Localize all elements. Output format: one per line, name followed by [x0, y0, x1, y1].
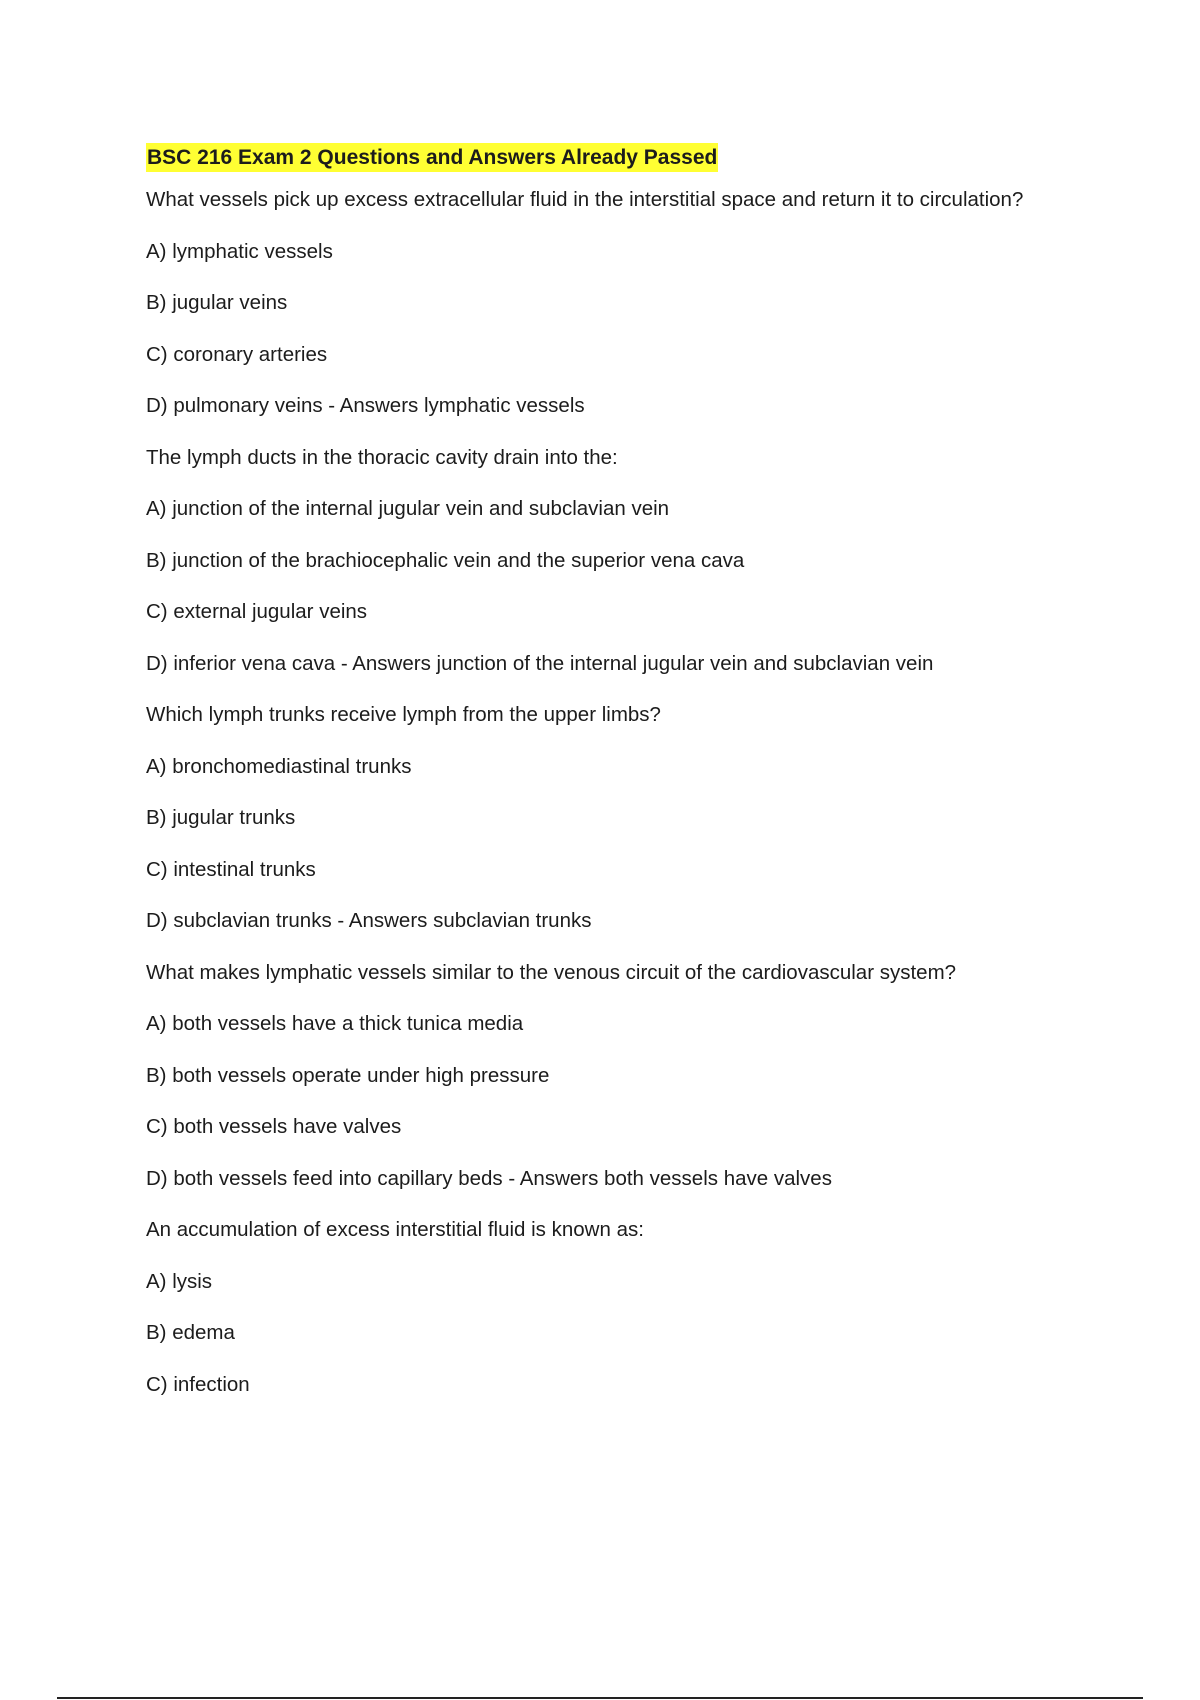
page-bottom-divider [57, 1697, 1143, 1699]
question-prompt: The lymph ducts in the thoracic cavity drain into the: [146, 445, 618, 469]
answer-option: C) both vessels have valves [146, 1115, 402, 1138]
answer-option: B) both vessels operate under high pressure [146, 1063, 550, 1087]
answer-option: A) bronchomediastinal trunks [146, 754, 412, 778]
document-title: BSC 216 Exam 2 Questions and Answers Already Passed [146, 143, 718, 172]
answer-option: D) subclavian trunks - Answers subclavian trunks [146, 909, 592, 932]
answer-option: C) coronary arteries [146, 342, 328, 366]
answer-option: B) jugular trunks [146, 806, 296, 829]
answer-option: D) inferior vena cava - Answers junction of the internal jugular vein and subclavian vein [146, 651, 934, 675]
answer-option: C) infection [146, 1372, 250, 1396]
answer-option: B) edema [146, 1321, 235, 1344]
question-prompt: What vessels pick up excess extracellular fluid in the interstitial space and return it to circulation? [146, 188, 1024, 211]
answer-option: B) jugular veins [146, 291, 288, 314]
question-prompt: An accumulation of excess interstitial fluid is known as: [146, 1218, 644, 1241]
answer-option: A) lysis [146, 1269, 213, 1293]
question-prompt: Which lymph trunks receive lymph from the upper limbs? [146, 703, 661, 726]
answer-option: D) both vessels feed into capillary beds - Answers both vessels have valves [146, 1166, 832, 1190]
question-prompt: What makes lymphatic vessels similar to the venous circuit of the cardiovascular system? [146, 960, 957, 984]
answer-option: A) lymphatic vessels [146, 239, 333, 263]
answer-option: C) external jugular veins [146, 600, 368, 623]
answer-option: A) junction of the internal jugular vein and subclavian vein [146, 497, 670, 520]
answer-option: B) junction of the brachiocephalic vein and the superior vena cava [146, 548, 745, 572]
answer-option: A) both vessels have a thick tunica media [146, 1012, 524, 1035]
answer-option: D) pulmonary veins - Answers lymphatic vessels [146, 394, 585, 417]
document-content [146, 143, 1126, 1423]
answer-option: C) intestinal trunks [146, 857, 316, 881]
